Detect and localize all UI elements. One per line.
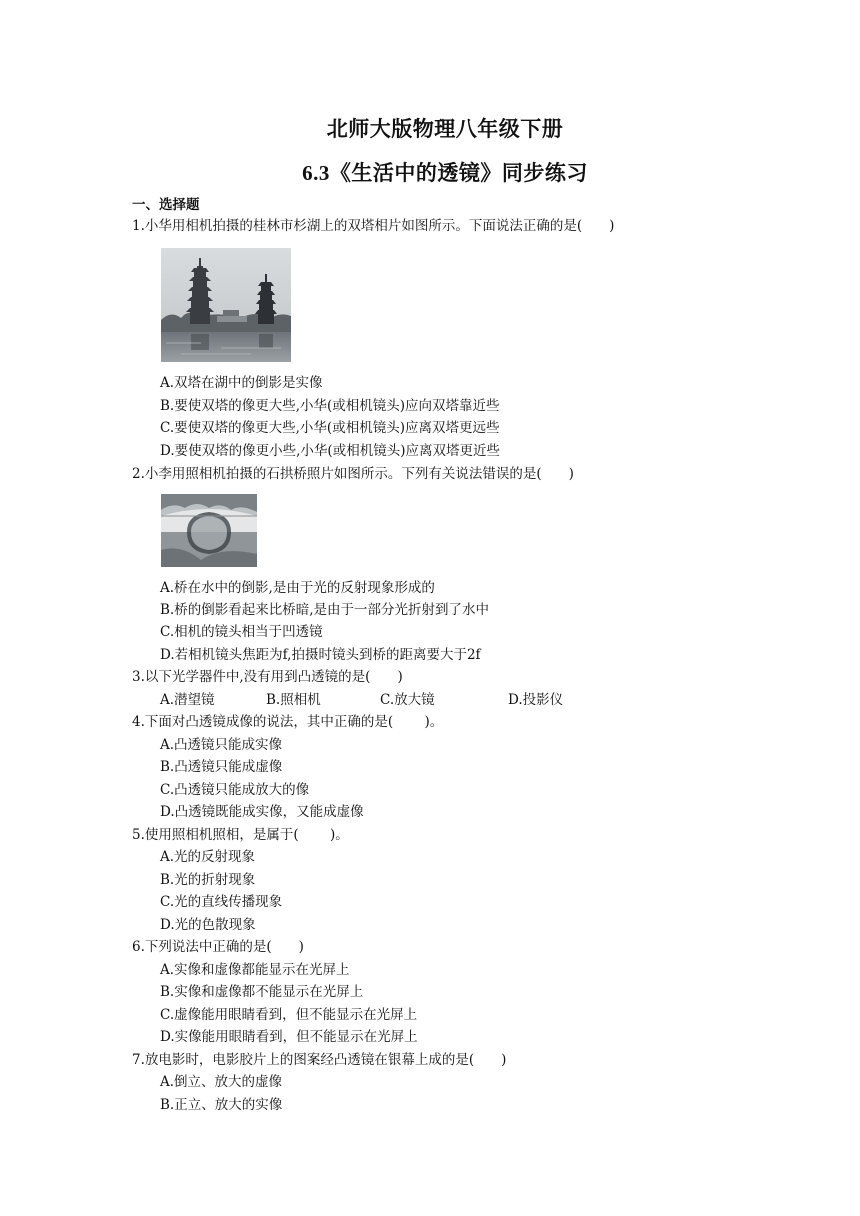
question-6-stem: 6.下列说法中正确的是( ): [132, 939, 304, 955]
question-5-option-d: D.光的色散现象: [160, 917, 256, 933]
question-2-option-a: A.桥在水中的倒影,是由于光的反射现象形成的: [160, 580, 435, 596]
question-3-option-c: C.放大镜: [380, 692, 435, 708]
section-heading: 一、选择题: [132, 197, 200, 213]
question-4-stem: 4.下面对凸透镜成像的说法，其中正确的是( )。: [132, 714, 444, 730]
question-6-option-a: A.实像和虚像都能显示在光屏上: [160, 962, 350, 978]
question-4-option-d: D.凸透镜既能成实像，又能成虚像: [160, 804, 364, 820]
question-1-option-b: B.要使双塔的像更大些,小华(或相机镜头)应向双塔靠近些: [160, 398, 500, 414]
question-2-option-d: D.若相机镜头焦距为f,拍摄时镜头到桥的距离要大于2f: [160, 647, 481, 663]
question-7-option-b: B.正立、放大的实像: [160, 1097, 283, 1113]
question-5-stem: 5.使用照相机照相，是属于( )。: [132, 827, 349, 843]
question-4-option-a: A.凸透镜只能成实像: [160, 737, 283, 753]
question-2-stem: 2.小李用照相机拍摄的石拱桥照片如图所示。下列有关说法错误的是( ): [132, 466, 574, 482]
stone-arch-bridge-photo: [161, 494, 257, 567]
question-3-option-a: A.潜望镜: [160, 692, 215, 708]
question-2-option-b: B.桥的倒影看起来比桥暗,是由于一部分光折射到了水中: [160, 602, 490, 618]
question-6-option-d: D.实像能用眼睛看到，但不能显示在光屏上: [160, 1029, 418, 1045]
question-4-option-c: C.凸透镜只能成放大的像: [160, 782, 310, 798]
twin-pagodas-photo: [161, 248, 291, 362]
question-5-option-b: B.光的折射现象: [160, 872, 256, 888]
question-1-option-d: D.要使双塔的像更小些,小华(或相机镜头)应离双塔更近些: [160, 443, 500, 459]
question-7-stem: 7.放电影时，电影胶片上的图案经凸透镜在银幕上成的是( ): [132, 1052, 507, 1068]
question-3-stem: 3.以下光学器件中,没有用到凸透镜的是( ): [132, 669, 403, 685]
document-subtitle: 6.3《生活中的透镜》同步练习: [302, 161, 588, 185]
question-1-option-c: C.要使双塔的像更大些,小华(或相机镜头)应离双塔更远些: [160, 420, 500, 436]
question-5-option-c: C.光的直线传播现象: [160, 894, 283, 910]
question-3-option-d: D.投影仪: [508, 692, 564, 708]
question-3-option-b: B.照相机: [266, 692, 321, 708]
document-title: 北师大版物理八年级下册: [326, 117, 564, 141]
question-5-option-a: A.光的反射现象: [160, 849, 256, 865]
question-2-option-c: C.相机的镜头相当于凹透镜: [160, 624, 323, 640]
question-7-option-a: A.倒立、放大的虚像: [160, 1074, 283, 1090]
question-4-option-b: B.凸透镜只能成虚像: [160, 759, 283, 775]
question-1-option-a: A.双塔在湖中的倒影是实像: [160, 375, 323, 391]
question-6-option-b: B.实像和虚像都不能显示在光屏上: [160, 984, 364, 1000]
question-6-option-c: C.虚像能用眼睛看到，但不能显示在光屏上: [160, 1007, 418, 1023]
question-1-stem: 1.小华用相机拍摄的桂林市杉湖上的双塔相片如图所示。下面说法正确的是( ): [132, 218, 615, 234]
